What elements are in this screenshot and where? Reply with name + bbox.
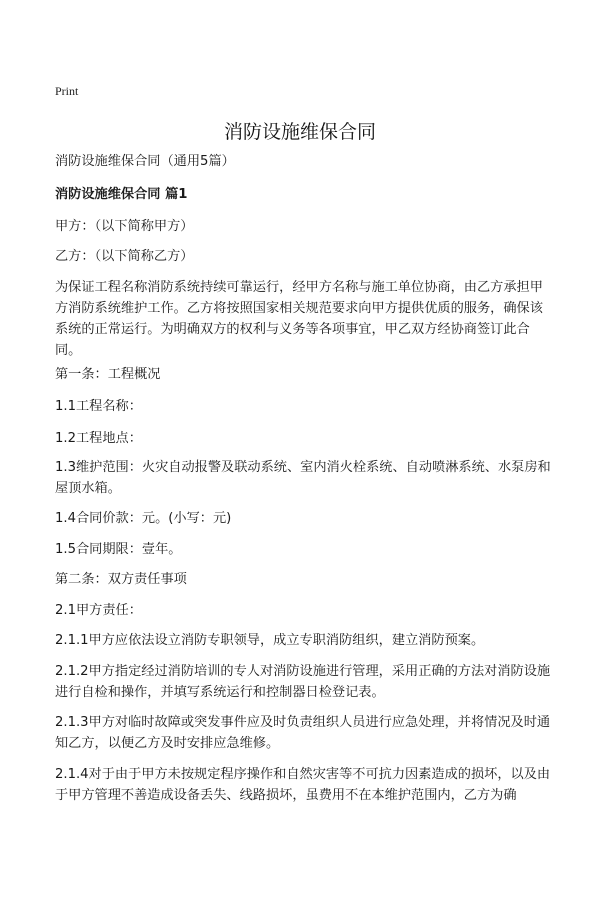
duty-2-1-3: 2.1.3甲方对临时故障或突发事件应及时负责组织人员进行应急处理，并将情况及时通知乙方，以便乙方及时安排应急维修。 (55, 715, 551, 751)
contract-price-line: 1.4合同价款：元。(小写：元) (55, 511, 232, 526)
duty-2-1-2: 2.1.2甲方指定经过消防培训的专人对消防设施进行管理，采用正确的方法对消防设施进行自检和操作，并填写系统运行和控制器日检登记表。 (55, 664, 551, 700)
party-b-line: 乙方：（以下简称乙方） (55, 249, 194, 264)
preamble-paragraph: 为保证工程名称消防系统持续可靠运行，经甲方名称与施工单位协商，由乙方承担甲方消防系统维护工作。乙方将按照国家相关规范要求向甲方提供优质的服务，确保该系统的正常运行。为明确双方的权利与义务等各项事宜，甲乙双方经协商签订此合同。 (55, 280, 543, 358)
document-title: 消防设施维保合同 (223, 121, 376, 143)
contract-term-line: 1.5合同期限：壹年。 (55, 542, 182, 557)
project-name-line: 1.1工程名称： (55, 399, 142, 414)
maintenance-scope-paragraph: 1.3维护范围：火灾自动报警及联动系统、室内消火栓系统、自动喷淋系统、水泵房和屋顶水箱。 (55, 460, 551, 496)
document-subtitle: 消防设施维保合同（通用5篇） (55, 154, 235, 169)
duty-2-1-4: 2.1.4对于由于甲方未按规定程序操作和自然灾害等不可抗力因素造成的损坏，以及由于甲方管理不善造成设备丢失、线路损坏，虽费用不在本维护范围内，乙方为确 (55, 767, 551, 803)
duty-2-1-1: 2.1.1甲方应依法设立消防专职领导，成立专职消防组织，建立消防预案。 (55, 633, 485, 648)
party-a-line: 甲方：（以下简称甲方） (55, 219, 194, 234)
party-a-duties-heading: 2.1甲方责任： (55, 603, 142, 618)
clause-heading-1: 第一条：工程概况 (55, 367, 161, 382)
clause-heading-2: 第二条：双方责任事项 (55, 572, 187, 587)
print-link[interactable]: Print (55, 84, 79, 98)
section-heading: 消防设施维保合同 篇1 (55, 187, 188, 202)
project-location-line: 1.2工程地点： (55, 431, 142, 446)
